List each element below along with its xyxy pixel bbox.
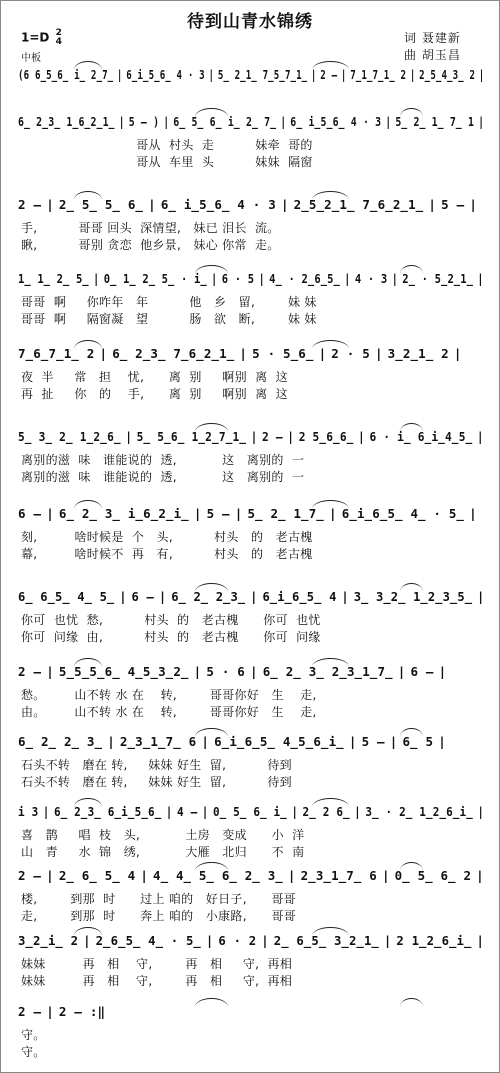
measure: 2 · 5	[331, 346, 370, 361]
barline: |	[119, 589, 127, 604]
barline: |	[46, 664, 54, 679]
barline: |	[201, 804, 209, 819]
measure: 2̲3̲1̲7̲ 6	[119, 734, 197, 749]
measure: 6̲ 2̲ 3̲ 2̲3̲1̲7̲	[262, 664, 393, 679]
lyric-line: 幕, 啥时候不 再 有, 村头 的 老古槐	[21, 547, 313, 561]
tempo-marking: 中板	[21, 53, 41, 64]
lyricist-credit: 词 聂建新	[404, 31, 461, 45]
lyric-line: 哥哥 啊 隔窗凝 望 肠 欲 断, 妹 妹	[21, 312, 317, 326]
measure: 6̲i̲6̲5̲ 4̲5̲6̲i̲	[214, 734, 344, 749]
barline: |	[438, 734, 446, 749]
measure: i 3	[18, 804, 39, 819]
lyric-line: 夜 半 常 担 忧, 离 别 啊别 离 这	[21, 370, 288, 384]
measure: 5 –	[361, 734, 385, 749]
measure: (6 6̲5̲6̲ i̲ 2̲7̲	[18, 67, 114, 82]
slur-mark	[312, 61, 349, 70]
barline: |	[148, 197, 156, 212]
barline: |	[469, 197, 478, 212]
barline: |	[381, 868, 390, 883]
measure: 2 –	[320, 67, 338, 82]
music-line	[18, 734, 446, 749]
measure: 2̲ 2 6̲	[302, 804, 350, 819]
barline: |	[476, 933, 485, 948]
measure: 5̲ 3̲ 2̲ 1̲2̲6̲	[18, 429, 121, 444]
slur-mark	[74, 340, 102, 349]
measure: 2 1̲2̲6̲i̲	[396, 933, 472, 948]
key-label: 1=D	[21, 30, 50, 45]
measure: 2 – :‖	[58, 1004, 106, 1019]
slur-mark	[400, 862, 423, 871]
slur-mark	[74, 500, 102, 509]
barline: |	[158, 589, 167, 604]
slur-mark	[400, 265, 423, 274]
barline: |	[409, 67, 416, 82]
slur-mark	[312, 927, 349, 936]
measure: 4̲ 4̲ 5̲ 6̲ 2̲ 3̲	[153, 868, 283, 883]
measure: 4 · 3	[354, 271, 388, 286]
measure: 6̲ 2̲3̲ 7̲6̲2̲1̲	[112, 346, 235, 361]
barline: |	[250, 589, 258, 604]
lyric-line: 守。	[21, 1028, 46, 1042]
barline: |	[239, 346, 248, 361]
measure: 6 · i̲ 6̲i̲4̲5̲	[369, 429, 473, 444]
lyric-line: 石头不转 磨在 转, 妹妹 好生 留, 待到	[21, 758, 292, 772]
barline: |	[318, 346, 327, 361]
measure: 2 –	[18, 1004, 42, 1019]
slur-mark	[312, 658, 349, 667]
slur-mark	[312, 340, 349, 349]
measure: 7̲1̲7̲1̲ 2	[350, 67, 407, 82]
lyric-line: 哥哥 啊 你咋年 年 他 乡 留, 妹 妹	[21, 295, 317, 309]
slur-mark	[400, 583, 423, 592]
barline: |	[140, 868, 149, 883]
measure: 3̲ 3̲2̲ 1̲2̲3̲5̲	[353, 589, 473, 604]
measure: 6 · 2	[218, 933, 257, 948]
lyric-line: 离别的滋 味 谁能说的 透, 这 离别的 一	[21, 470, 305, 484]
measure: 0̲ 5̲ 6̲ i̲	[212, 804, 287, 819]
lyric-line: 哥从 车里 头 妹妹 隔窗	[21, 155, 313, 169]
barline: |	[287, 429, 295, 444]
barline: |	[46, 1004, 54, 1019]
lyric-line: 喜 鹊 唱 枝 头, 土房 变成 小 洋	[21, 828, 305, 842]
barline: |	[193, 664, 202, 679]
measure: 6̲ i̲5̲6̲ 4 · 3	[290, 114, 382, 129]
barline: |	[46, 506, 54, 521]
time-signature	[56, 29, 62, 47]
lyric-line: 刻, 啥时候是 个 头, 村头 的 老古槐	[21, 530, 313, 544]
barline: |	[438, 664, 447, 679]
lyric-line: 瞅, 哥别 贪恋 他乡景, 妹心 你常 走。	[21, 238, 280, 252]
measure: 6 –	[410, 664, 434, 679]
slur-mark	[195, 423, 228, 432]
barline: |	[477, 589, 485, 604]
song-title: 待到山青水锦绣	[187, 12, 313, 32]
slur-mark	[195, 862, 228, 871]
barline: |	[478, 67, 485, 82]
barline: |	[287, 868, 296, 883]
barline: |	[165, 804, 173, 819]
barline: |	[42, 804, 50, 819]
measure: 3̲2̲1̲ 2	[387, 346, 449, 361]
barline: |	[280, 114, 287, 129]
measure: 2 –	[18, 868, 42, 883]
barline: |	[163, 114, 170, 129]
slur-mark	[195, 265, 228, 274]
barline: |	[291, 804, 299, 819]
lyric-line: 你可 问缘 由, 村头 的 老古槐 你可 问缘	[21, 630, 321, 644]
barline: |	[118, 114, 125, 129]
barline: |	[93, 271, 100, 286]
measure: 5̲ 2̲1̲ 7̲5̲7̲1̲	[217, 67, 308, 82]
barline: |	[428, 197, 437, 212]
measure: 2̲5̲2̲1̲ 7̲6̲2̲1̲	[293, 197, 424, 212]
measure: 2 –	[18, 664, 42, 679]
barline: |	[374, 346, 383, 361]
lyric-line: 山 青 水 锦 绣, 大雁 北归 不 南	[21, 845, 305, 859]
measure: 5 –	[441, 197, 465, 212]
measure: 5̲ 2̲ 1̲7̲	[247, 506, 324, 521]
measure: 0̲ 1̲ 2̲ 5̲ · i̲	[103, 271, 207, 286]
measure: 6̲i̲6̲5̲ 4̲ · 5̲	[341, 506, 465, 521]
measure: 2̲5̲4̲3̲ 2	[419, 67, 476, 82]
barline: |	[477, 271, 484, 286]
measure: 6 · 5	[221, 271, 255, 286]
measure: 6 –	[131, 589, 155, 604]
measure: 6̲ 5	[402, 734, 434, 749]
slur-mark	[400, 998, 423, 1007]
slur-mark	[74, 798, 102, 807]
lyric-line: 石头不转 磨在 转, 妹妹 好生 留, 待到	[21, 775, 292, 789]
measure: 5̲5̲5̲6̲ 4̲5̲3̲2̲	[58, 664, 189, 679]
time-top: 2	[55, 28, 62, 38]
measure: 6̲ 6̲5̲ 4̲ 5̲	[18, 589, 115, 604]
measure: 5 –	[206, 506, 230, 521]
slur-mark	[400, 423, 423, 432]
measure: 2 –	[262, 429, 283, 444]
lyric-line: 楼, 到那 时 过上 咱的 好日子, 哥哥	[21, 892, 297, 906]
lyric-line: 手, 哥哥 回头 深情望, 妹已 泪长 流。	[21, 221, 280, 235]
slur-mark	[195, 728, 228, 737]
measure: 2̲6̲5̲ 4̲ · 5̲	[95, 933, 201, 948]
measure: 5 · 6	[206, 664, 246, 679]
barline: |	[83, 933, 91, 948]
measure: 6̲ 2̲3̲ 1̲6̲2̲1̲	[18, 114, 115, 129]
barline: |	[116, 67, 123, 82]
barline: |	[211, 271, 218, 286]
barline: |	[208, 67, 215, 82]
barline: |	[478, 114, 485, 129]
barline: |	[453, 346, 462, 361]
barline: |	[469, 506, 477, 521]
barline: |	[125, 429, 133, 444]
measure: 2̲ · 5̲2̲1̲	[402, 271, 474, 286]
measure: 3̲2̲i̲ 2	[18, 933, 79, 948]
measure: 2 –	[18, 197, 42, 212]
barline: |	[358, 429, 365, 444]
measure: 6̲ 5̲ 6̲ i̲ 2̲ 7̲	[173, 114, 277, 129]
measure: 5̲ 5̲6̲ 1̲2̲7̲1̲	[136, 429, 247, 444]
slur-mark	[312, 500, 349, 509]
slur-mark	[74, 927, 102, 936]
key-signature	[21, 29, 62, 47]
measure: 2̲3̲1̲7̲ 6	[300, 868, 377, 883]
measure: 6̲ 2̲ 3̲ i̲6̲2̲i̲	[58, 506, 189, 521]
lyric-line: 由。 山不转 水 在 转, 哥哥你好 生 走,	[21, 705, 317, 719]
measure: 7̲6̲7̲1̲ 2	[18, 346, 95, 361]
slur-mark	[195, 583, 228, 592]
lyric-line: 再 扯 你 的 手, 离 别 啊别 离 这	[21, 387, 288, 401]
barline: |	[477, 804, 485, 819]
barline: |	[344, 271, 351, 286]
barline: |	[250, 664, 258, 679]
measure: 2̲ 5̲ 5̲ 6̲	[58, 197, 144, 212]
lyric-line: 你可 也忧 愁, 村头 的 老古槐 你可 也忧	[21, 613, 321, 627]
barline: |	[397, 664, 406, 679]
measure: 6 –	[18, 506, 42, 521]
measure: 6̲ 2̲3̲ 6̲i̲5̲6̲	[53, 804, 162, 819]
measure: 5 · 5̲6̲	[252, 346, 314, 361]
slur-mark	[74, 658, 102, 667]
slur-mark	[312, 798, 349, 807]
measure: 6̲i̲6̲5̲ 4	[262, 589, 337, 604]
barline: |	[99, 346, 108, 361]
measure: 0̲ 5̲ 6̲ 2	[394, 868, 472, 883]
barline: |	[258, 271, 265, 286]
barline: |	[383, 933, 392, 948]
lyric-line: 走, 到那 时 奔上 咱的 小康路, 哥哥	[21, 909, 297, 923]
barline: |	[340, 67, 347, 82]
barline: |	[310, 67, 317, 82]
slur-mark	[400, 108, 423, 117]
measure: 1̲ 1̲ 2̲ 5̲	[18, 271, 89, 286]
barline: |	[250, 429, 258, 444]
measure: 6̲i̲5̲6̲ 4 · 3	[126, 67, 205, 82]
slur-mark	[74, 61, 102, 70]
composer-credit: 曲 胡玉昌	[404, 48, 461, 62]
barline: |	[389, 734, 398, 749]
measure: 6̲ i̲5̲6̲ 4 · 3	[160, 197, 276, 212]
barline: |	[476, 868, 484, 883]
measure: 4̲ · 2̲6̲5̲	[269, 271, 340, 286]
barline: |	[341, 589, 349, 604]
measure: 6̲ 2̲ 2̲ 3̲	[18, 734, 103, 749]
barline: |	[280, 197, 289, 212]
lyric-line: 哥从 村头 走 妹牵 哥的	[21, 138, 313, 152]
lyric-line: 离别的滋 味 谁能说的 透, 这 离别的 一	[21, 453, 305, 467]
measure: 5 – )	[128, 114, 160, 129]
slur-mark	[312, 191, 349, 200]
slur-mark	[400, 728, 423, 737]
barline: |	[107, 734, 115, 749]
slur-mark	[195, 998, 228, 1007]
measure: 2̲ 6̲5̲ 3̲2̲1̲	[273, 933, 379, 948]
barline: |	[46, 868, 54, 883]
barline: |	[476, 429, 484, 444]
barline: |	[348, 734, 357, 749]
lyric-line: 妹妹 再 相 守, 再 相 守, 再相	[21, 974, 293, 988]
measure: 3̲ · 2̲ 1̲2̲6̲i̲	[365, 804, 473, 819]
music-line	[18, 1004, 105, 1019]
slur-mark	[195, 108, 228, 117]
measure: 4 –	[176, 804, 198, 819]
barline: |	[261, 933, 269, 948]
barline: |	[193, 506, 202, 521]
measure: 6̲ 2̲ 2̲3̲	[171, 589, 246, 604]
barline: |	[234, 506, 243, 521]
barline: |	[205, 933, 214, 948]
barline: |	[354, 804, 361, 819]
barline: |	[391, 271, 399, 286]
lyric-line: 妹妹 再 相 守, 再 相 守, 再相	[21, 957, 293, 971]
measure: 2̲ 6̲ 5̲ 4	[58, 868, 136, 883]
lyric-line: 愁。 山不转 水 在 转, 哥哥你好 生 走,	[21, 688, 317, 702]
time-bottom: 4	[55, 37, 62, 47]
barline: |	[46, 197, 54, 212]
barline: |	[201, 734, 210, 749]
slur-mark	[74, 191, 102, 200]
measure: 2 5̲6̲6̲	[298, 429, 354, 444]
barline: |	[385, 114, 392, 129]
lyric-line: 守。	[21, 1045, 46, 1059]
barline: |	[328, 506, 337, 521]
measure: 5̲ 2̲ 1̲ 7̲ 1	[395, 114, 475, 129]
